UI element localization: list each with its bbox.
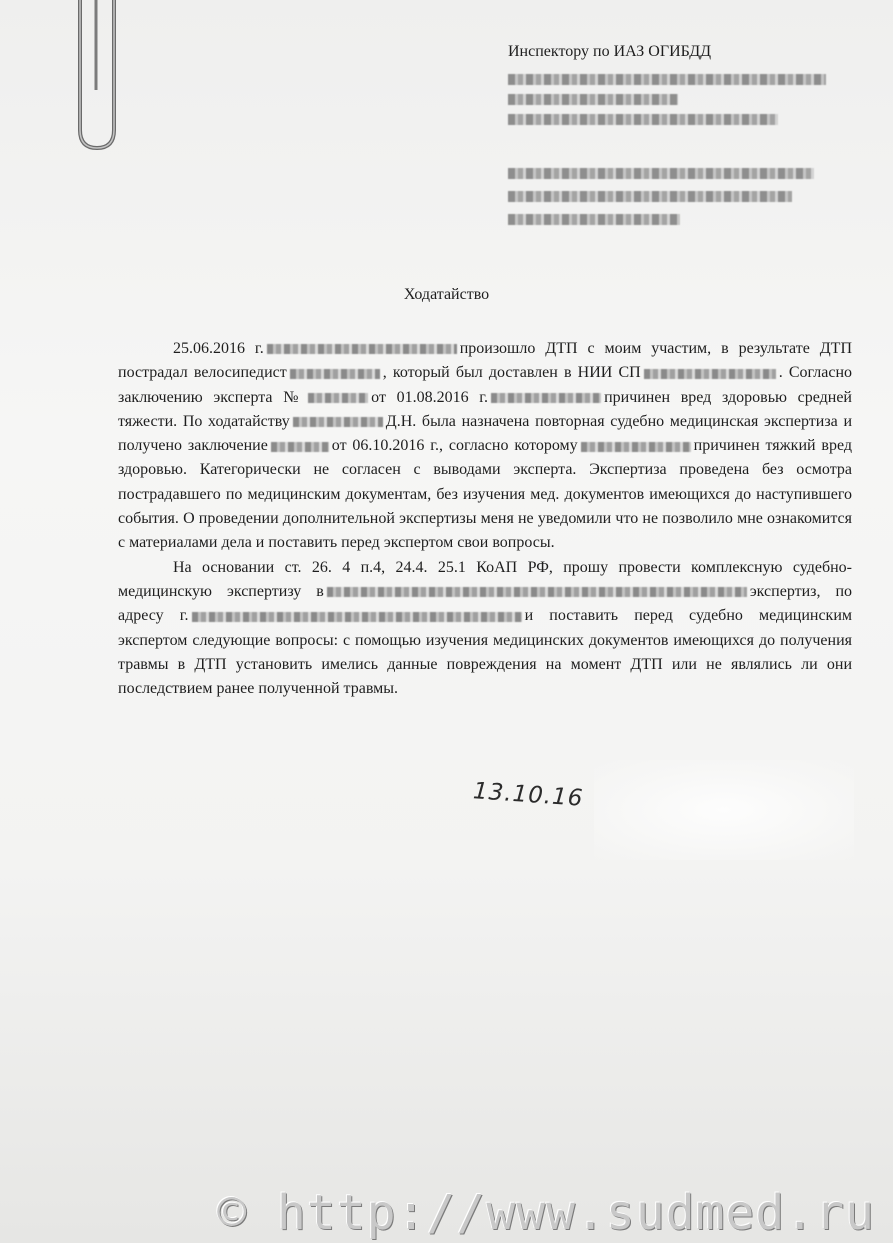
redacted-text bbox=[290, 369, 380, 379]
redacted-text bbox=[508, 114, 778, 125]
handwritten-date: 13.10.16 bbox=[472, 778, 585, 812]
paragraph-text: На основании ст. 26. 4 п.4, 24.4. 25.1 КоАП РФ, прошу провести комплексную судебно-медицинскую экспертизу в bbox=[118, 558, 852, 600]
paragraph-text: от 06.10.2016 г., согласно которому bbox=[331, 437, 578, 455]
redacted-signature bbox=[594, 760, 854, 860]
paragraph-text: от 01.08.2016 г. bbox=[371, 388, 489, 406]
redacted-text bbox=[508, 191, 792, 202]
addressee-block bbox=[508, 38, 868, 134]
paragraph-text: причинен тяжкий вред здоровью. Категорически не согласен с выводами эксперта. Экспертиза проведена без осмотра пострадавшего по медицинским документам, без изучения мед. документов имеющихся до наступившего события. О проведении дополнительной экспертизы меня не уведомили что не позволило мне ознакомится с материалами дела и поставить перед экспертом свои вопросы. bbox=[118, 437, 852, 552]
sender-block bbox=[508, 158, 828, 237]
watermark: © http://www.sudmed.ru bbox=[217, 1185, 875, 1241]
redacted-text bbox=[491, 393, 601, 403]
redacted-text bbox=[293, 417, 383, 427]
paragraph-text: причинен вред здоровью средней тяжести. По ходатайству bbox=[118, 388, 852, 430]
addressee-line: Инспектору по ИАЗ ОГИБДД bbox=[508, 43, 712, 60]
redacted-text bbox=[508, 214, 680, 225]
paper-clip-icon bbox=[72, 0, 122, 152]
redacted-text bbox=[271, 442, 329, 452]
document-body bbox=[118, 337, 852, 701]
redacted-text bbox=[581, 442, 691, 452]
paragraph-text: и поставить перед судебно медицинским экспертом следующие вопросы: с помощью изучения медицинских документов имеющихся до получения травмы в ДТП установить имелись данные повреждения на момент ДТП или не являлись ли они последствием ранее полученной травмы. bbox=[118, 607, 853, 698]
incident-date: 25.06.2016 г. bbox=[173, 340, 264, 357]
redacted-text bbox=[267, 344, 457, 354]
paragraph-text: , который был доставлен в НИИ СП bbox=[382, 364, 641, 382]
paragraph-text: экспертиз, по адресу г. bbox=[118, 582, 852, 625]
redacted-text bbox=[508, 74, 826, 85]
redacted-text bbox=[327, 587, 747, 597]
document-title: Ходатайство bbox=[403, 286, 490, 303]
paragraph-text: Д.Н. была назначена повторная судебно медицинская экспертиза и получено заключение bbox=[118, 412, 853, 455]
redacted-text bbox=[644, 369, 776, 379]
paragraph-text: . Согласно заключению эксперта № bbox=[118, 364, 853, 406]
redacted-text bbox=[308, 393, 368, 403]
paragraph-1 bbox=[118, 337, 852, 556]
paragraph-text: произошло ДТП с моим участим, в результате ДТП пострадал велосипедист bbox=[118, 340, 852, 382]
redacted-text bbox=[508, 94, 678, 105]
redacted-text bbox=[192, 612, 522, 622]
redacted-text bbox=[508, 168, 814, 179]
paragraph-2 bbox=[118, 556, 852, 702]
